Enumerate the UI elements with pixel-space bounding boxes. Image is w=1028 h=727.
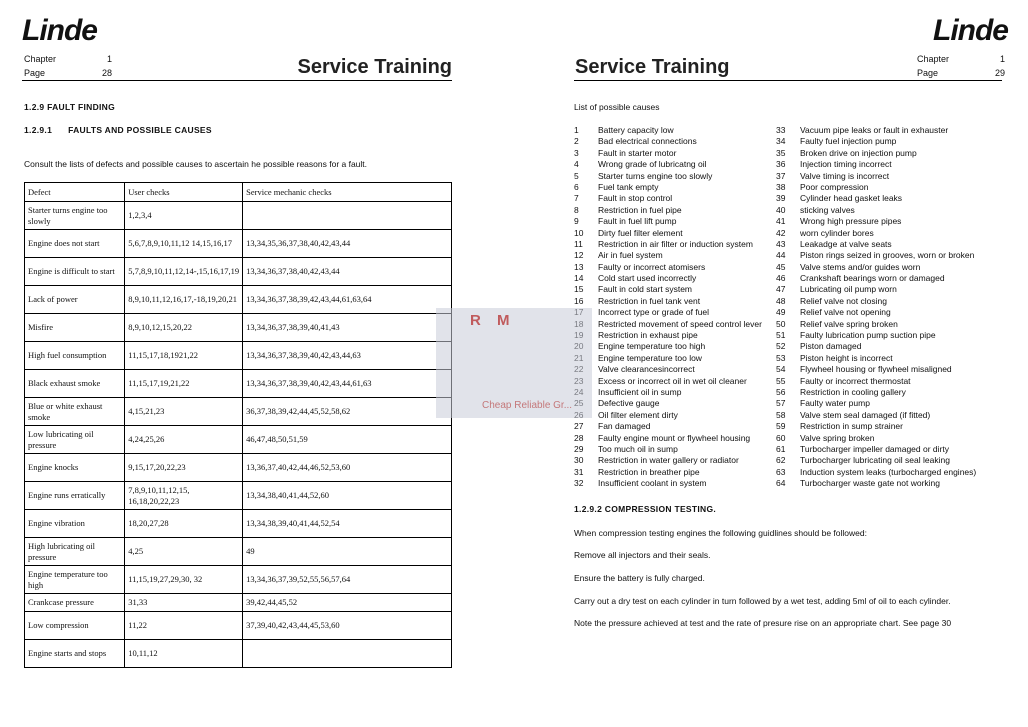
page-title: Service Training — [575, 56, 730, 78]
cause-text: Oil filter element dirty — [598, 409, 678, 420]
table-row — [25, 566, 452, 594]
cause-text: Restriction in fuel pipe — [598, 204, 682, 215]
cause-text: Lubricating oil pump worn — [800, 284, 897, 295]
cause-text: Valve stems and/or guides worn — [800, 261, 921, 272]
cause-text: Restriction in cooling gallery — [800, 386, 906, 397]
cause-row — [574, 182, 1014, 193]
table-cell: Engine does not start — [25, 230, 125, 258]
cause-number: 37 — [776, 170, 786, 181]
page-label: Page — [917, 68, 939, 78]
table-row — [25, 230, 452, 258]
cause-number: 47 — [776, 284, 786, 295]
cause-text: Battery capacity low — [598, 125, 674, 135]
cause-row — [574, 433, 1014, 444]
compression-paragraph: When compression testing engines the following guidlines should be followed: — [574, 528, 867, 538]
causes-list — [574, 125, 1014, 490]
cause-text: Insufficient oil in sump — [598, 386, 682, 397]
cause-text: Air in fuel system — [598, 250, 663, 261]
chapter-label: Chapter — [24, 54, 57, 64]
cause-row — [574, 171, 1014, 182]
cause-text: Restriction in fuel tank vent — [598, 295, 701, 306]
cause-number: 36 — [776, 159, 786, 170]
cause-text: Wrong high pressure pipes — [800, 216, 902, 227]
page-number: 29 — [994, 68, 1005, 78]
cause-row — [574, 228, 1014, 239]
cause-number: 30 — [574, 455, 584, 466]
table-cell: 49 — [243, 538, 452, 566]
cause-number: 33 — [776, 125, 786, 135]
cause-number: 6 — [574, 181, 579, 192]
cause-text: Wrong grade of lubricatng oil — [598, 159, 707, 170]
table-cell: 7,8,9,10,11,12,15, 16,18,20,22,23 — [125, 482, 243, 510]
cause-text: Fuel tank empty — [598, 181, 659, 192]
brand-logo: Linde — [22, 14, 97, 47]
cause-text: Turbocharger waste gate not working — [800, 478, 941, 489]
cause-row — [574, 148, 1014, 159]
cause-text: Restriction in sump strainer — [800, 421, 903, 432]
table-cell: 5,7,8,9,10,11,12,14-,15,16,17,19 — [125, 258, 243, 286]
table-cell: 4,24,25,26 — [125, 426, 243, 454]
table-cell: Engine starts and stops — [25, 640, 125, 668]
cause-number: 10 — [574, 227, 584, 238]
cause-number: 46 — [776, 273, 786, 284]
cause-number: 55 — [776, 375, 786, 386]
cause-text: Piston rings seized in grooves, worn or broken — [800, 250, 975, 261]
cause-number: 61 — [776, 443, 786, 454]
table-row — [25, 510, 452, 538]
table-row — [25, 454, 452, 482]
cause-row — [574, 398, 1014, 409]
cause-number: 27 — [574, 421, 584, 432]
cause-number: 8 — [574, 204, 579, 215]
cause-number: 58 — [776, 409, 786, 420]
cause-number: 34 — [776, 136, 786, 147]
compression-paragraph: Note the pressure achieved at test and the rate of presure rise on an appropriate chart. See page 30 — [574, 618, 952, 628]
cause-text: Valve timing is incorrect — [800, 170, 890, 181]
page-number: 28 — [101, 68, 112, 78]
watermark-logo: R M — [470, 312, 516, 329]
section-heading: 1.2.9 FAULT FINDING — [24, 102, 116, 112]
cause-text: Engine temperature too low — [598, 352, 702, 363]
cause-number: 40 — [776, 204, 786, 215]
table-cell: 13,34,36,37,38,39,40,42,43,44,63 — [243, 342, 452, 370]
cause-text: Piston height is incorrect — [800, 352, 893, 363]
page-meta — [24, 52, 112, 80]
table-row — [25, 258, 452, 286]
cause-number: 11 — [574, 238, 583, 249]
table-cell: 31,33 — [125, 594, 243, 612]
table-cell: 46,47,48,50,51,59 — [243, 426, 452, 454]
cause-number: 45 — [776, 261, 786, 272]
watermark-text: Cheap Reliable Gr... — [482, 400, 573, 411]
table-cell: Starter turns engine too slowly — [25, 202, 125, 230]
cause-number: 62 — [776, 455, 786, 466]
table-cell: Blue or white exhaust smoke — [25, 398, 125, 426]
cause-row — [574, 444, 1014, 455]
cause-number: 60 — [776, 432, 786, 443]
cause-number: 64 — [776, 478, 786, 489]
table-cell: 36,37,38,39,42,44,45,52,58,62 — [243, 398, 452, 426]
cause-row — [574, 387, 1014, 398]
cause-number: 49 — [776, 307, 786, 318]
cause-number: 15 — [574, 284, 584, 295]
cause-row — [574, 250, 1014, 261]
cause-text: Insufficient coolant in system — [598, 478, 707, 489]
cause-text: Valve stem seal damaged (if fitted) — [800, 409, 931, 420]
cause-row — [574, 159, 1014, 170]
table-cell: 1,2,3,4 — [125, 202, 243, 230]
cause-row — [574, 319, 1014, 330]
table-cell: 8,9,10,12,15,20,22 — [125, 314, 243, 342]
table-row — [25, 342, 452, 370]
cause-text: Piston damaged — [800, 341, 862, 352]
page-title: Service Training — [297, 56, 452, 78]
cause-text: Starter turns engine too slowly — [598, 170, 713, 181]
table-header-row — [25, 183, 452, 202]
cause-number: 50 — [776, 318, 786, 329]
table-cell: Crankcase pressure — [25, 594, 125, 612]
cause-number: 54 — [776, 364, 786, 375]
cause-text: Vacuum pipe leaks or fault in exhauster — [800, 125, 949, 135]
cause-text: Excess or incorrect oil in wet oil cleaner — [598, 375, 747, 386]
cause-text: Restriction in exhaust pipe — [598, 330, 698, 341]
cause-row — [574, 330, 1014, 341]
cause-number: 16 — [574, 295, 584, 306]
table-cell: Engine temperature too high — [25, 566, 125, 594]
table-cell: 10,11,12 — [125, 640, 243, 668]
page-label: Page — [24, 68, 46, 78]
cause-text: Turbocharger lubricating oil seal leaking — [800, 455, 950, 466]
cause-number: 56 — [776, 386, 786, 397]
cause-row — [574, 296, 1014, 307]
table-cell: 4,15,21,23 — [125, 398, 243, 426]
table-cell: 13,34,36,37,38,40,42,43,44 — [243, 258, 452, 286]
table-row — [25, 426, 452, 454]
table-cell: Engine knocks — [25, 454, 125, 482]
cause-number: 39 — [776, 193, 786, 204]
table-cell: 11,15,19,27,29,30, 32 — [125, 566, 243, 594]
cause-number: 51 — [776, 330, 786, 341]
cause-number: 12 — [574, 250, 584, 261]
table-cell: Low compression — [25, 612, 125, 640]
cause-number: 32 — [574, 478, 584, 489]
cause-row — [574, 455, 1014, 466]
cause-row — [574, 353, 1014, 364]
chapter-number: 1 — [999, 54, 1005, 64]
table-cell: Engine vibration — [25, 510, 125, 538]
table-cell: 5,6,7,8,9,10,11,12 14,15,16,17 — [125, 230, 243, 258]
table-cell: 37,39,40,42,43,44,45,53,60 — [243, 612, 452, 640]
cause-text: Leakadge at valve seats — [800, 238, 892, 249]
cause-text: Valve spring broken — [800, 432, 875, 443]
table-cell: 18,20,27,28 — [125, 510, 243, 538]
cause-text: Poor compression — [800, 181, 869, 192]
cause-text: Incorrect type or grade of fuel — [598, 307, 710, 318]
table-cell: 13,34,38,40,41,44,52,60 — [243, 482, 452, 510]
cause-number: 63 — [776, 466, 786, 477]
cause-text: Bad electrical connections — [598, 136, 697, 147]
cause-number: 59 — [776, 421, 786, 432]
cause-text: Fan damaged — [598, 421, 651, 432]
cause-text: Too much oil in sump — [598, 443, 678, 454]
cause-number: 43 — [776, 238, 786, 249]
cause-number: 57 — [776, 398, 786, 409]
subsection-heading: 1.2.9.1 FAULTS AND POSSIBLE CAUSES — [24, 125, 212, 135]
chapter-number: 1 — [106, 54, 112, 64]
cause-row — [574, 239, 1014, 250]
table-row — [25, 398, 452, 426]
table-cell: 13,36,37,40,42,44,46,52,53,60 — [243, 454, 452, 482]
cause-row — [574, 136, 1014, 147]
cause-text: Crankshaft bearings worn or damaged — [800, 273, 945, 284]
table-cell: 11,22 — [125, 612, 243, 640]
cause-row — [574, 467, 1014, 478]
table-cell: 4,25 — [125, 538, 243, 566]
cause-text: Faulty water pump — [800, 398, 870, 409]
cause-number: 2 — [574, 136, 579, 147]
cause-text: sticking valves — [800, 204, 855, 215]
table-header-cell: Defect — [25, 183, 125, 202]
cause-number: 1 — [574, 125, 579, 135]
cause-row — [574, 205, 1014, 216]
table-row — [25, 594, 452, 612]
table-row — [25, 612, 452, 640]
cause-text: Valve clearancesincorrect — [598, 364, 695, 375]
cause-text: Restriction in breather pipe — [598, 466, 700, 477]
cause-text: Restriction in air filter or induction system — [598, 238, 753, 249]
cause-number: 14 — [574, 273, 584, 284]
cause-text: Engine temperature too high — [598, 341, 706, 352]
cause-text: Faulty lubrication pump suction pipe — [800, 330, 936, 341]
cause-number: 48 — [776, 295, 786, 306]
cause-row — [574, 193, 1014, 204]
table-row — [25, 370, 452, 398]
table-row — [25, 286, 452, 314]
cause-text: worn cylinder bores — [800, 227, 874, 238]
table-header-cell: User checks — [125, 183, 243, 202]
table-cell: Lack of power — [25, 286, 125, 314]
cause-text: Dirty fuel filter element — [598, 227, 683, 238]
causes-list-title: List of possible causes — [574, 102, 660, 112]
cause-row — [574, 410, 1014, 421]
cause-text: Faulty or incorrect thermostat — [800, 375, 911, 386]
cause-number: 42 — [776, 227, 786, 238]
table-cell: 13,34,36,37,38,39,40,42,43,44,61,63 — [243, 370, 452, 398]
cause-number: 29 — [574, 443, 584, 454]
cause-text: Fault in stop control — [598, 193, 673, 204]
compression-heading: 1.2.9.2 COMPRESSION TESTING. — [574, 504, 717, 514]
table-cell: High fuel consumption — [25, 342, 125, 370]
cause-text: Relief valve not opening — [800, 307, 891, 318]
table-cell: 11,15,17,19,21,22 — [125, 370, 243, 398]
cause-text: Cylinder head gasket leaks — [800, 193, 903, 204]
cause-row — [574, 216, 1014, 227]
cause-text: Cold start used incorrectly — [598, 273, 697, 284]
table-cell: Engine is difficult to start — [25, 258, 125, 286]
cause-text: Fault in fuel lift pump — [598, 216, 677, 227]
brand-logo: Linde — [933, 14, 1008, 47]
cause-number: 7 — [574, 193, 579, 204]
table-row — [25, 202, 452, 230]
cause-number: 3 — [574, 147, 579, 158]
cause-text: Relief valve spring broken — [800, 318, 898, 329]
cause-row — [574, 364, 1014, 375]
compression-paragraph: Remove all injectors and their seals. — [574, 550, 711, 560]
cause-row — [574, 273, 1014, 284]
cause-number: 38 — [776, 181, 786, 192]
table-row — [25, 482, 452, 510]
cause-text: Induction system leaks (turbocharged engines) — [800, 466, 977, 477]
table-row — [25, 314, 452, 342]
cause-number: 13 — [574, 261, 584, 272]
table-cell: 9,15,17,20,22,23 — [125, 454, 243, 482]
table-cell — [243, 640, 452, 668]
cause-number: 4 — [574, 159, 579, 170]
cause-number: 28 — [574, 432, 584, 443]
cause-text: Fault in starter motor — [598, 147, 677, 158]
cause-text: Restriction in water gallery or radiator — [598, 455, 739, 466]
cause-number: 31 — [574, 466, 584, 477]
cause-row — [574, 307, 1014, 318]
table-header-cell: Service mechanic checks — [243, 183, 452, 202]
cause-row — [574, 341, 1014, 352]
table-cell — [243, 202, 452, 230]
cause-row — [574, 421, 1014, 432]
table-cell: 11,15,17,18,1921,22 — [125, 342, 243, 370]
cause-number: 35 — [776, 147, 786, 158]
chapter-label: Chapter — [917, 54, 950, 64]
header-rule — [574, 80, 1002, 81]
cause-text: Injection timing incorrect — [800, 159, 892, 170]
fault-table — [24, 182, 452, 668]
cause-number: 52 — [776, 341, 786, 352]
cause-row — [574, 125, 1014, 136]
cause-text: Broken drive on injection pump — [800, 147, 917, 158]
cause-text: Flywheel housing or flywheel misaligned — [800, 364, 952, 375]
cause-number: 44 — [776, 250, 786, 261]
cause-text: Faulty or incorrect atomisers — [598, 261, 706, 272]
cause-text: Restricted movement of speed control lever — [598, 318, 762, 329]
cause-text: Fault in cold start system — [598, 284, 693, 295]
table-row — [25, 640, 452, 668]
cause-row — [574, 284, 1014, 295]
cause-row — [574, 262, 1014, 273]
table-row — [25, 538, 452, 566]
table-cell: 8,9,10,11,12,16,17,-18,19,20,21 — [125, 286, 243, 314]
table-cell: Black exhaust smoke — [25, 370, 125, 398]
table-cell: 13,34,35,36,37,38,40,42,43,44 — [243, 230, 452, 258]
cause-number: 41 — [776, 216, 786, 227]
table-cell: 13,34,36,37,38,39,40,41,43 — [243, 314, 452, 342]
cause-row — [574, 478, 1014, 489]
cause-text: Faulty fuel injection pump — [800, 136, 897, 147]
cause-text: Defective gauge — [598, 398, 660, 409]
table-cell: 13,34,36,37,38,39,42,43,44,61,63,64 — [243, 286, 452, 314]
cause-number: 5 — [574, 170, 579, 181]
intro-text: Consult the lists of defects and possible causes to ascertain he possible reasons for a fault. — [24, 159, 368, 169]
cause-row — [574, 376, 1014, 387]
compression-paragraph: Carry out a dry test on each cylinder in turn followed by a wet test, adding 5ml of oil to each cylinder. — [574, 596, 951, 606]
cause-number: 9 — [574, 216, 579, 227]
cause-number: 53 — [776, 352, 786, 363]
table-cell: High lubricating oil pressure — [25, 538, 125, 566]
header-rule — [22, 80, 452, 81]
page-meta — [917, 52, 1005, 80]
cause-text: Turbocharger impeller damaged or dirty — [800, 443, 949, 454]
table-cell: Low lubricating oil pressure — [25, 426, 125, 454]
table-cell: 13,34,36,37,39,52,55,56,57,64 — [243, 566, 452, 594]
table-cell: 39,42,44,45,52 — [243, 594, 452, 612]
cause-text: Relief valve not closing — [800, 295, 887, 306]
table-cell: Misfire — [25, 314, 125, 342]
cause-text: Faulty engine mount or flywheel housing — [598, 432, 751, 443]
table-cell: Engine runs erratically — [25, 482, 125, 510]
table-cell: 13,34,38,39,40,41,44,52,54 — [243, 510, 452, 538]
compression-paragraph: Ensure the battery is fully charged. — [574, 573, 705, 583]
